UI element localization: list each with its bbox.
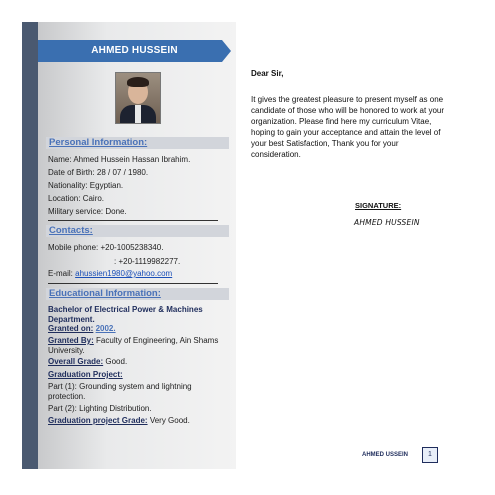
signature: AHMED HUSSEIN <box>354 218 420 227</box>
project-part-1: Part (1): Grounding system and lightning protection. <box>48 382 192 401</box>
contacts-heading: Contacts: <box>46 225 229 237</box>
education-degree: Bachelor of Electrical Power & Machines Department. <box>48 305 203 324</box>
letter-greeting: Dear Sir, <box>251 69 284 78</box>
granted-on-value: 2002. <box>95 324 116 333</box>
personal-name: Name: Ahmed Hussein Hassan Ibrahim. <box>48 155 191 164</box>
personal-dob: Date of Birth: 28 / 07 / 1980. <box>48 168 149 177</box>
granted-by-value: Faculty of Engineering, Ain Shams University. <box>48 336 219 355</box>
email-link[interactable]: ahussien1980@yahoo.com <box>75 269 173 278</box>
project-grade-value: Very Good. <box>149 416 190 425</box>
granted-on-label: Granted on: <box>48 324 94 333</box>
email-label: E-mail: <box>48 269 76 278</box>
profile-photo <box>115 72 161 124</box>
divider <box>48 283 218 284</box>
contact-mobile-2: : +20-1119982277. <box>114 257 181 266</box>
candidate-name: AHMED HUSSEIN <box>91 45 178 56</box>
personal-info-heading: Personal Information: <box>46 137 229 149</box>
granted-by-row <box>48 336 228 356</box>
overall-grade-label: Overall Grade: <box>48 357 104 366</box>
divider <box>48 220 218 221</box>
granted-on-row <box>48 324 116 334</box>
education-heading: Educational Information: <box>46 288 229 300</box>
graduation-project-label: Graduation Project: <box>48 370 123 379</box>
footer-name: AHMED USSEIN <box>362 452 409 458</box>
project-grade-label: Graduation project Grade: <box>48 416 148 425</box>
contact-email-row <box>48 269 172 279</box>
contact-mobile-1: Mobile phone: +20-1005238340. <box>48 243 164 252</box>
personal-location: Location: Cairo. <box>48 194 105 203</box>
overall-grade-value: Good. <box>105 357 128 366</box>
overall-grade-row <box>48 357 127 367</box>
personal-military: Military service: Done. <box>48 207 127 216</box>
project-part-2: Part (2): Lighting Distribution. <box>48 404 152 413</box>
left-accent-bar <box>22 22 38 469</box>
granted-by-label: Granted By: <box>48 336 94 345</box>
letter-body: It gives the greatest pleasure to present myself as one candidate of those who will be honored to work at your organization. Please find here my curriculum Vitae, hoping to gain your acceptance and attain the level of your best Satisfaction, Thank you for your consideration. <box>251 95 445 159</box>
page-number: 1 <box>422 447 438 463</box>
signature-label: SIGNATURE: <box>355 201 402 210</box>
personal-nationality: Nationality: Egyptian. <box>48 181 124 190</box>
project-grade-row <box>48 416 190 426</box>
